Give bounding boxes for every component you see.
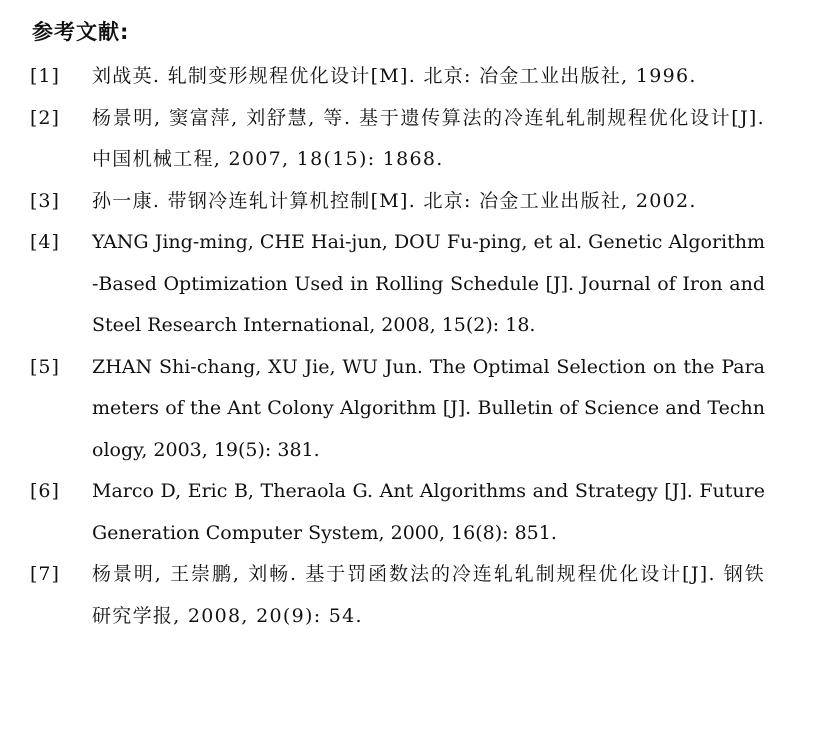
- reference-text: YANG Jing-ming, CHE Hai-jun, DOU Fu-ping, et al. Genetic Algorithm-Based Optimization Used in Rolling Schedule [J]. Journal of Iron and Steel Research International, 2008, 15(2): 18.: [92, 231, 765, 336]
- reference-text: 刘战英. 轧制变形规程优化设计[M]. 北京: 冶金工业出版社, 1996.: [92, 65, 697, 87]
- reference-item: [30, 181, 765, 223]
- reference-item: [30, 554, 765, 637]
- reference-item: [30, 56, 765, 98]
- reference-list: [30, 56, 765, 637]
- reference-item: [30, 98, 765, 181]
- reference-item: [30, 471, 765, 554]
- reference-text: Marco D, Eric B, Theraola G. Ant Algorithms and Strategy [J]. Future Generation Computer System, 2000, 16(8): 851.: [92, 480, 765, 544]
- reference-text: ZHAN Shi-chang, XU Jie, WU Jun. The Optimal Selection on the Parameters of the Ant Colony Algorithm [J]. Bulletin of Science and Technology, 2003, 19(5): 381.: [92, 355, 765, 461]
- references-heading: 参考文献:: [32, 20, 130, 44]
- reference-number: [5]: [30, 355, 60, 378]
- reference-number: [6]: [30, 480, 60, 502]
- reference-text: 杨景明, 王崇鹏, 刘畅. 基于罚函数法的冷连轧轧制规程优化设计[J]. 钢铁研究学报, 2008, 20(9): 54.: [92, 563, 765, 627]
- reference-item: [30, 347, 765, 472]
- reference-number: [3]: [30, 189, 60, 212]
- reference-number: [4]: [30, 231, 60, 253]
- reference-number: [2]: [30, 106, 60, 129]
- reference-number: [1]: [30, 65, 60, 87]
- reference-text: 杨景明, 窦富萍, 刘舒慧, 等. 基于遗传算法的冷连轧轧制规程优化设计[J]. 中国机械工程, 2007, 18(15): 1868.: [92, 106, 765, 170]
- reference-item: [30, 222, 765, 347]
- reference-number: [7]: [30, 563, 60, 585]
- reference-text: 孙一康. 带钢冷连轧计算机控制[M]. 北京: 冶金工业出版社, 2002.: [92, 189, 697, 212]
